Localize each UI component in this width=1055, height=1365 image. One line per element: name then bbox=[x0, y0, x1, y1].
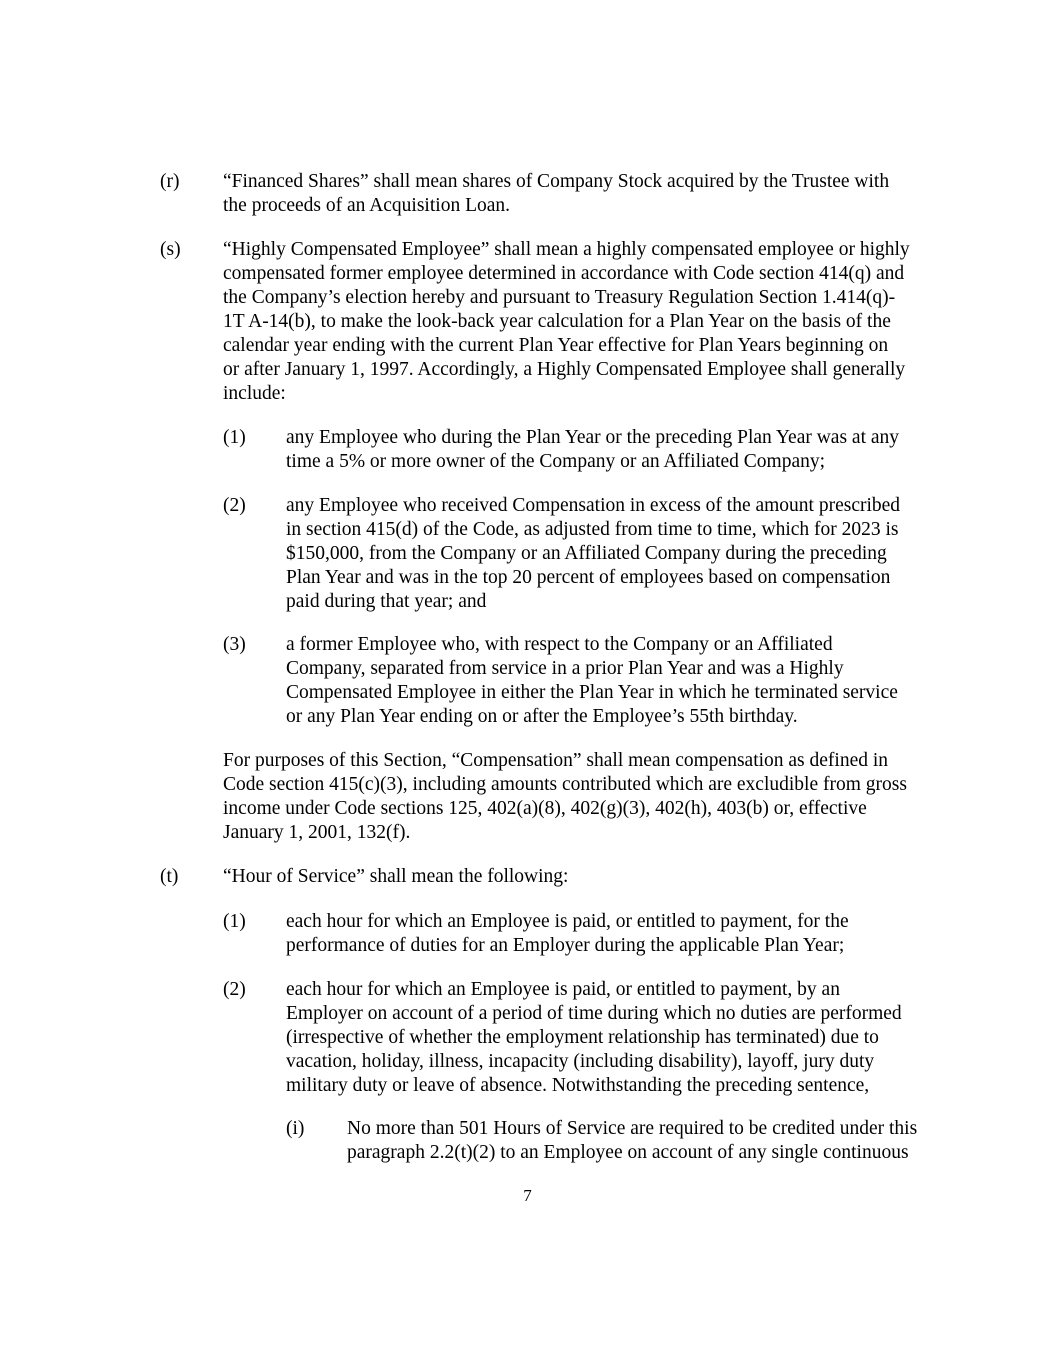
section-t-item-1-text bbox=[286, 910, 849, 958]
section-s-compensation-text bbox=[223, 749, 907, 845]
text-line: military duty or leave of absence. Notwithstanding the preceding sentence, bbox=[286, 1075, 870, 1096]
text-line: or after January 1, 1997. Accordingly, a Highly Compensated Employee shall generally bbox=[223, 359, 906, 380]
section-s-item-1-label: (1) bbox=[223, 427, 246, 448]
section-s-item-2-text bbox=[286, 494, 900, 614]
text-line: vacation, holiday, illness, incapacity (including disability), layoff, jury duty bbox=[286, 1051, 875, 1072]
section-t-item-2-label: (2) bbox=[223, 979, 246, 1000]
text-line: or any Plan Year ending on or after the Employee’s 55th birthday. bbox=[286, 706, 798, 727]
text-line: each hour for which an Employee is paid, or entitled to payment, for the bbox=[286, 911, 849, 932]
text-line: time a 5% or more owner of the Company or an Affiliated Company; bbox=[286, 451, 826, 472]
text-line: in section 415(d) of the Code, as adjusted from time to time, which for 2023 is bbox=[286, 519, 899, 540]
section-s-text bbox=[223, 238, 910, 406]
text-line: include: bbox=[223, 383, 286, 404]
text-line: Employer on account of a period of time during which no duties are performed bbox=[286, 1003, 902, 1024]
text-line: “Highly Compensated Employee” shall mean a highly compensated employee or highly bbox=[223, 239, 910, 260]
section-t-label: (t) bbox=[160, 866, 179, 887]
text-line: Code section 415(c)(3), including amounts contributed which are excludible from gross bbox=[223, 774, 907, 795]
text-line: income under Code sections 125, 402(a)(8), 402(g)(3), 402(h), 403(b) or, effective bbox=[223, 798, 867, 819]
text-line: January 1, 2001, 132(f). bbox=[223, 822, 411, 843]
section-s-item-2-label: (2) bbox=[223, 495, 246, 516]
text-line: 1T A-14(b), to make the look-back year calculation for a Plan Year on the basis of the bbox=[223, 311, 891, 332]
text-line: paragraph 2.2(t)(2) to an Employee on account of any single continuous bbox=[347, 1142, 909, 1163]
section-t-text bbox=[223, 865, 568, 889]
text-line: performance of duties for an Employer during the applicable Plan Year; bbox=[286, 935, 845, 956]
text-line: calendar year ending with the current Plan Year effective for Plan Years beginning on bbox=[223, 335, 889, 356]
text-line: “Hour of Service” shall mean the following: bbox=[223, 866, 569, 887]
section-t-item-2-sub-i-label: (i) bbox=[286, 1118, 305, 1139]
text-line: For purposes of this Section, “Compensation” shall mean compensation as defined in bbox=[223, 750, 889, 771]
text-line: paid during that year; and bbox=[286, 591, 487, 612]
section-s-item-1-text bbox=[286, 426, 899, 474]
text-line: the proceeds of an Acquisition Loan. bbox=[223, 195, 511, 216]
text-line: (irrespective of whether the employment relationship has terminated) due to bbox=[286, 1027, 879, 1048]
section-t-item-1-label: (1) bbox=[223, 911, 246, 932]
text-line: Compensated Employee in either the Plan Year in which he terminated service bbox=[286, 682, 898, 703]
section-s-label: (s) bbox=[160, 239, 181, 260]
text-line: each hour for which an Employee is paid, or entitled to payment, by an bbox=[286, 979, 840, 1000]
section-r-label: (r) bbox=[160, 171, 180, 192]
text-line: any Employee who received Compensation in excess of the amount prescribed bbox=[286, 495, 901, 516]
section-s-item-3-text bbox=[286, 633, 898, 729]
section-t-item-2-text bbox=[286, 978, 902, 1098]
section-s-item-3-label: (3) bbox=[223, 634, 246, 655]
text-line: a former Employee who, with respect to the Company or an Affiliated bbox=[286, 634, 833, 655]
text-line: Company, separated from service in a prior Plan Year and was a Highly bbox=[286, 658, 844, 679]
text-line: $150,000, from the Company or an Affiliated Company during the preceding bbox=[286, 543, 887, 564]
page-number: 7 bbox=[523, 1186, 532, 1205]
text-line: “Financed Shares” shall mean shares of Company Stock acquired by the Trustee with bbox=[223, 171, 890, 192]
section-t-item-2-sub-i-text bbox=[347, 1117, 917, 1165]
text-line: No more than 501 Hours of Service are required to be credited under this bbox=[347, 1118, 918, 1139]
text-line: any Employee who during the Plan Year or the preceding Plan Year was at any bbox=[286, 427, 900, 448]
text-line: compensated former employee determined in accordance with Code section 414(q) and bbox=[223, 263, 905, 284]
text-line: Plan Year and was in the top 20 percent of employees based on compensation bbox=[286, 567, 891, 588]
text-line: the Company’s election hereby and pursuant to Treasury Regulation Section 1.414(q)- bbox=[223, 287, 896, 308]
section-r-text bbox=[223, 170, 889, 218]
